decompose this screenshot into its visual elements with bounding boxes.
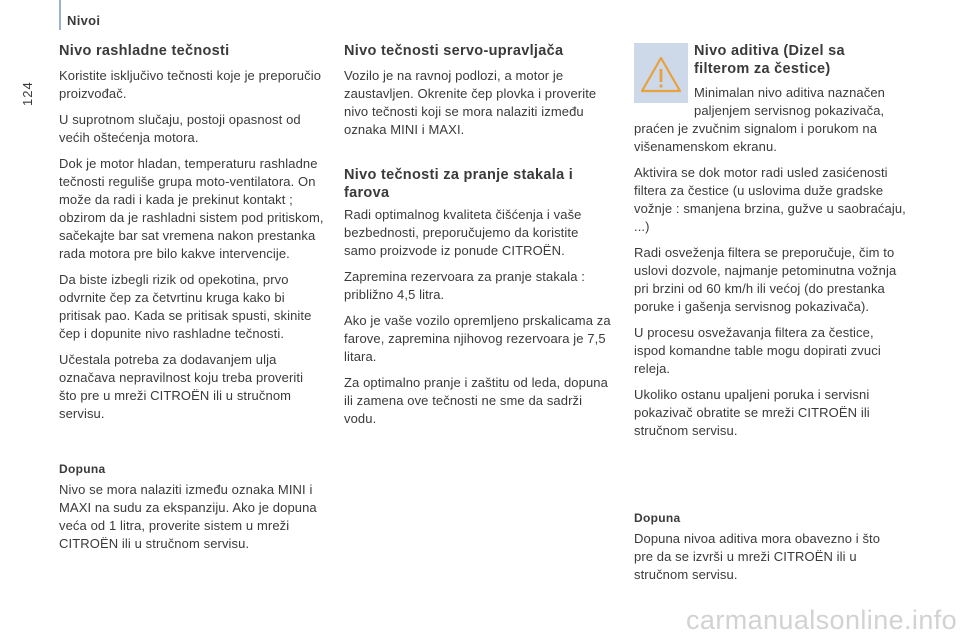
- additive-paragraph: praćen je zvučnim signalom i porukom na višenamenskom ekranu.: [634, 121, 878, 154]
- warning-triangle-icon: [634, 43, 688, 103]
- watermark: carmanualsonline.info: [686, 605, 958, 635]
- steering-title: Nivo tečnosti servo-upravljača: [344, 43, 564, 59]
- header-accent-bar: [59, 0, 61, 30]
- washer-title: Nivo tečnosti za pranje stakala i farova: [344, 167, 574, 201]
- coolant-body: [59, 67, 324, 431]
- coolant-dopuna-title: Dopuna: [59, 462, 106, 476]
- additive-paragraph: Aktivira se dok motor radi usled zasićenosti filtera za čestice (u uslovima duže gradske vožnje : smanjena brzina, gužve u saobraćaju, ...): [634, 165, 906, 234]
- additive-title: Nivo aditiva (Dizel sa filterom za čestice): [694, 43, 845, 77]
- washer-paragraph: Za optimalno pranje i zaštitu od leda, dopuna ili zamena ove tečnosti ne sme da sadrži vodu.: [344, 375, 608, 426]
- coolant-paragraph: Učestala potreba za dodavanjem ulja označava nepravilnost koju treba proveriti što pre u mreži CITROËN ili u stručnom servisu.: [59, 352, 304, 421]
- coolant-paragraph: U suprotnom slučaju, postoji opasnost od većih oštećenja motora.: [59, 112, 301, 145]
- coolant-title: Nivo rashladne tečnosti: [59, 43, 230, 59]
- coolant-dopuna-text: Nivo se mora nalaziti između oznaka MINI i MAXI na sudu za ekspanziju. Ako je dopuna veća od 1 litra, proverite sistem u mreži CITROËN ili u stručnom servisu.: [59, 482, 317, 551]
- washer-paragraph: Ako je vaše vozilo opremljeno prskalicama za farove, zapremina njihovog rezervoara je 7,5 litara.: [344, 313, 611, 364]
- additive-paragraph: U procesu osvežavanja filtera za čestice, ispod komandne table mogu dopirati zvuci releja.: [634, 325, 881, 376]
- additive-intro: Minimalan nivo aditiva naznačen paljenjem servisnog pokazivača,: [694, 85, 885, 118]
- washer-body: [344, 206, 612, 436]
- additive-dopuna-title: Dopuna: [634, 511, 681, 525]
- coolant-paragraph: Da biste izbegli rizik od opekotina, prvo odvrnite čep za četvrtinu kruga kako bi pritisak pao. Kada se pritisak spusti, skinite čep i dopunite nivo rashladne tečnosti.: [59, 272, 312, 341]
- coolant-paragraph: Dok je motor hladan, temperaturu rashladne tečnosti reguliše grupa moto-ventilatora. On može da radi i kada je prekinut kontakt ; obzirom da je rashladni sistem pod pritiskom, sačekajte bar sat vremena nakon prestanka rada motora pre bilo kakve intervencije.: [59, 156, 324, 261]
- washer-paragraph: Zapremina rezervoara za pranje stakala : približno 4,5 litra.: [344, 269, 586, 302]
- coolant-paragraph: Koristite isključivo tečnosti koje je preporučio proizvođač.: [59, 68, 322, 101]
- section-name: Nivoi: [67, 13, 101, 28]
- warning-box: [634, 43, 688, 103]
- washer-paragraph: Radi optimalnog kvaliteta čišćenja i vaše bezbednosti, preporučujemo da koristite samo proizvode iz ponude CITROËN.: [344, 207, 582, 258]
- page-number: 124: [20, 81, 35, 106]
- additive-dopuna-text: Dopuna nivoa aditiva mora obavezno i što pre da se izvrši u mreži CITROËN ili u stručnom servisu.: [634, 531, 881, 582]
- additive-body: [634, 120, 906, 448]
- steering-intro: Vozilo je na ravnoj podlozi, a motor je zaustavljen. Okrenite čep plovka i proverite nivo tečnosti koji se mora nalaziti između oznaka MINI i MAXI.: [344, 68, 597, 137]
- additive-paragraph: Radi osveženja filtera se preporučuje, čim to uslovi dozvole, najmanje petominutna vožnja pri brzini od 60 km/h ili većoj (do prestanka poruke i gašenja servisnog pokazivača).: [634, 245, 897, 314]
- additive-paragraph: Ukoliko ostanu upaljeni poruka i servisni pokazivač obratite se mreži CITROËN ili stručnom servisu.: [634, 387, 870, 438]
